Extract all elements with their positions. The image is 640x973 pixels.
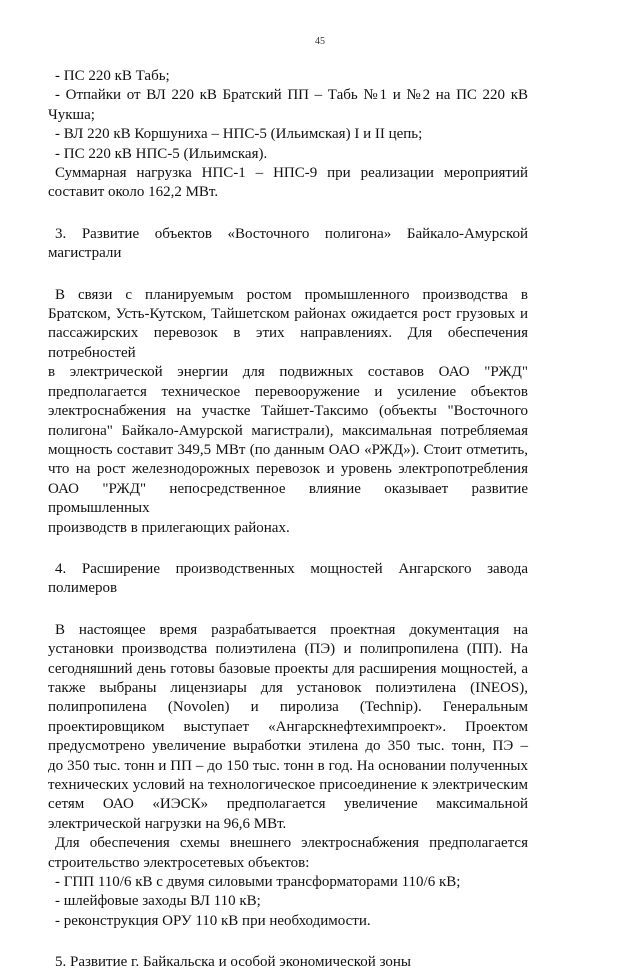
list-item: - ПС 220 кВ НПС-5 (Ильимская). — [55, 145, 268, 162]
list-item: - Отпайки от ВЛ 220 кВ Братский ПП – Табь №1 и №2 на ПС 220 кВ — [55, 87, 528, 104]
paragraph-line: строительство электросетевых объектов: — [48, 854, 310, 871]
paragraph-line: что на рост железнодорожных перевозок и уровень электропотребления — [48, 461, 528, 478]
document-body — [48, 67, 528, 973]
list-item: - реконструкция ОРУ 110 кВ при необходимости. — [55, 912, 371, 929]
paragraph-line: проектировщиком выступает «Ангарскнефтехимпроект». Проектом — [48, 718, 528, 735]
paragraph-line: электрической нагрузки на 96,6 МВт. — [48, 815, 287, 832]
paragraph — [48, 286, 528, 538]
paragraph-line: предусмотрено увеличение выработки этилена до 350 тыс. тонн, ПЭ – — [48, 738, 528, 755]
list-item-continuation: Чукша; — [48, 106, 95, 123]
heading-line: магистрали — [48, 245, 122, 262]
page-number: 45 — [315, 36, 325, 47]
paragraph-line: мощность составит 349,5 МВт (по данным ОАО «РЖД»). Стоит отметить, — [48, 441, 528, 458]
paragraph-line: В связи с планируемым ростом промышленного производства в — [55, 286, 528, 303]
paragraph-line: также выбраны лицензиары для установок полиэтилена (INEOS), — [48, 679, 528, 696]
paragraph-line: сетям ОАО «ИЭСК» предполагается увеличение максимальной — [48, 796, 528, 813]
paragraph-line: установки производства полиэтилена (ПЭ) и полипропилена (ПП). На — [48, 641, 528, 658]
list-block — [48, 67, 528, 203]
list-item: - ПС 220 кВ Табь; — [55, 68, 170, 84]
paragraph-line: ОАО "РЖД" непосредственное влияние оказывает развитие промышленных — [48, 480, 528, 517]
paragraph-line: пассажирских перевозок в этих направлениях. Для обеспечения потребностей — [48, 325, 528, 361]
heading-line: 3. Развитие объектов «Восточного полигона» Байкало-Амурской — [55, 225, 528, 242]
paragraph-line: до 350 тыс. тонн и ПП – до 150 тыс. тонн в год. На основании полученных — [48, 757, 528, 774]
paragraph-line: полигона" Байкало-Амурской магистрали), максимальная потребляемая — [48, 422, 528, 439]
list-item: - шлейфовые заходы ВЛ 110 кВ; — [55, 893, 261, 910]
list-item: - ВЛ 220 кВ Коршуниха – НПС-5 (Ильимская) I и II цепь; — [55, 126, 423, 143]
heading-line: полимеров — [48, 580, 118, 597]
section-heading — [48, 560, 528, 599]
heading-line: 4. Расширение производственных мощностей Ангарского завода — [55, 560, 528, 577]
paragraph-line: Братском, Усть-Кутском, Тайшетском районах ожидается рост грузовых и — [48, 306, 528, 323]
paragraph-line: производств в прилегающих районах. — [48, 519, 290, 536]
paragraph-line: полипропилена (Novolen) и пиролиза (Technip). Генеральным — [48, 699, 528, 716]
paragraph-line: сегодняшний день готовы базовые проекты для расширения мощностей, а — [48, 660, 528, 677]
list-item: - ГПП 110/6 кВ с двумя силовыми трансформаторами 110/6 кВ; — [55, 874, 461, 891]
paragraph — [48, 621, 528, 932]
paragraph-line: Суммарная нагрузка НПС-1 – НПС-9 при реализации мероприятий — [55, 165, 528, 182]
section-heading — [48, 225, 528, 264]
paragraph-line: составит около 162,2 МВт. — [48, 184, 219, 201]
paragraph-line: В настоящее время разрабатывается проектная документация на — [55, 621, 528, 638]
paragraph-line: Для обеспечения схемы внешнего электроснабжения предполагается — [55, 835, 528, 852]
paragraph-line: предполагается техническое перевооружение и усиление объектов — [48, 383, 528, 400]
paragraph-line: технических условий на технологическое присоединение к электрическим — [48, 777, 528, 793]
section-heading: 5. Развитие г. Байкальска и особой экономической зоны — [55, 954, 412, 971]
paragraph-line: в электрической энергии для подвижных составов ОАО "РЖД" — [48, 364, 528, 381]
paragraph-line: электроснабжения на участке Тайшет-Таксимо (объекты "Восточного — [48, 403, 528, 420]
